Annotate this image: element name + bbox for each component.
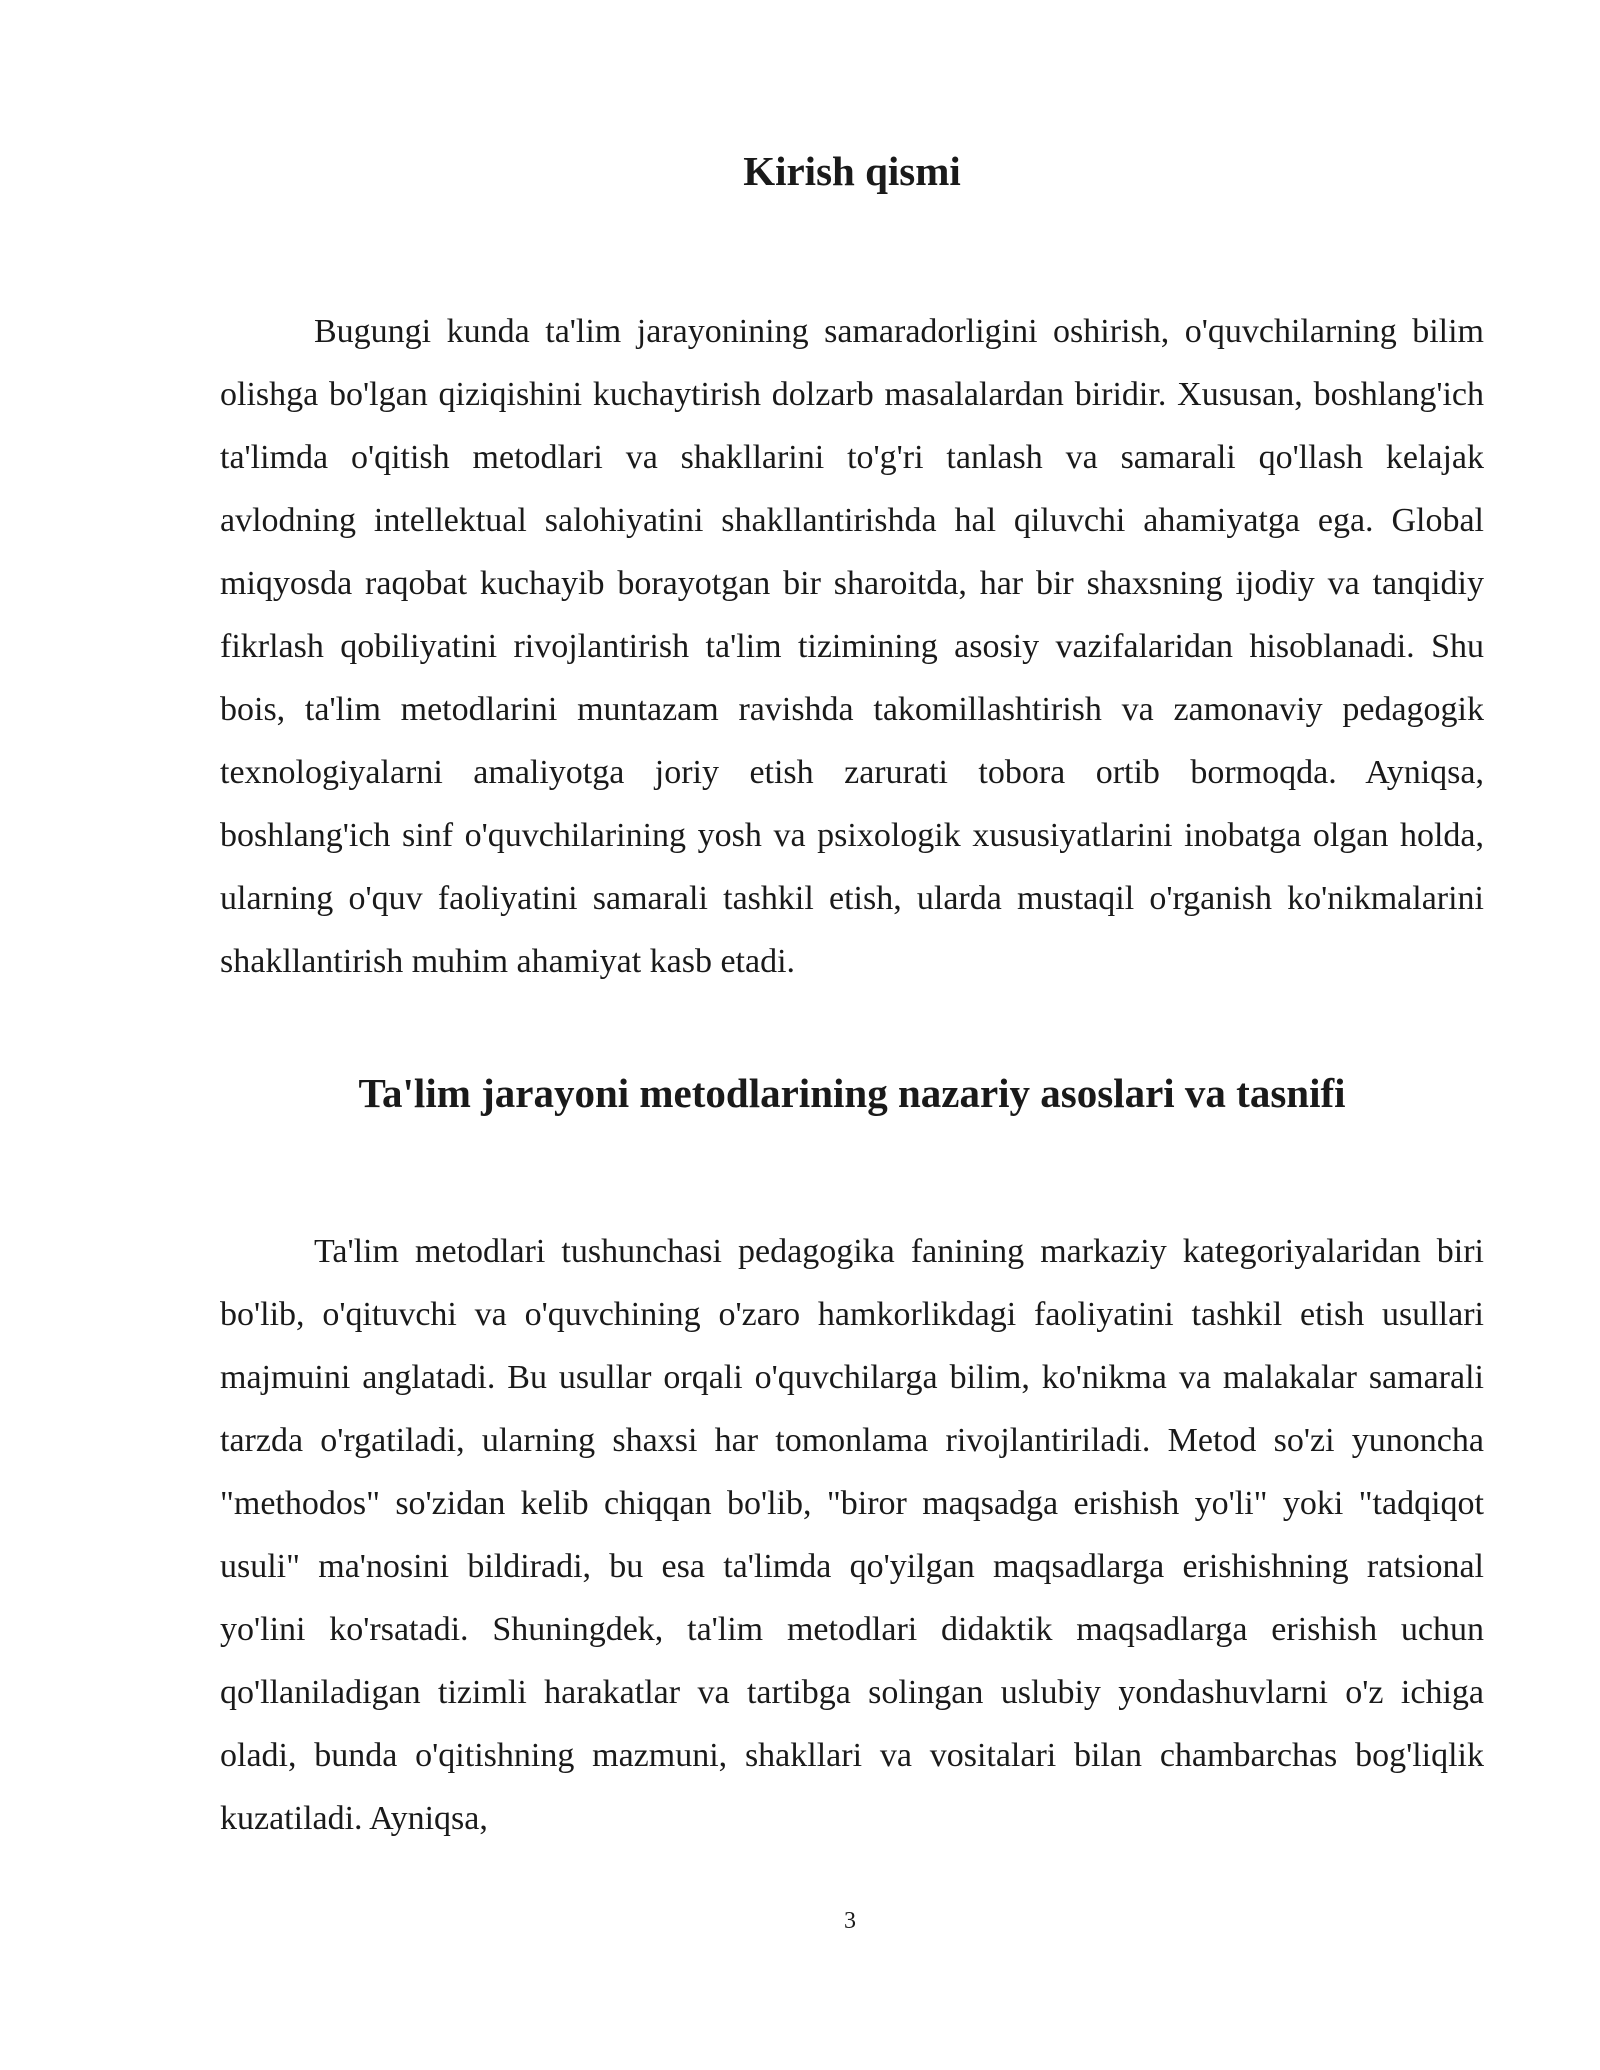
section-heading: Ta'lim jarayoni metodlarining nazariy asoslari va tasnifi xyxy=(358,1070,1346,1116)
section-paragraph: Ta'lim metodlari tushunchasi pedagogika fanining markaziy kategoriyalaridan biri bo'lib, o'qituvchi va o'quvchining o'zaro hamkorlikdagi faoliyatini tashkil etish usullari majmuini anglatadi. Bu usullar orqali o'quvchilarga bilim, ko'nikma va malakalar samarali tarzda o'rgatiladi, ularning shaxsi har tomonlama rivojlantiriladi. Metod so'zi yunoncha "methodos" so'zidan kelib chiqqan bo'lib, "biror maqsadga erishish yo'li" yoki "tadqiqot usuli" ma'nosini bildiradi, bu esa ta'limda qo'yilgan maqsadlarga erishishning ratsional yo'lini ko'rsatadi. Shuningdek, ta'lim metodlari didaktik maqsadlarga erishish uchun qo'llaniladigan tizimli harakatlar va tartibga solingan uslubiy yondashuvlarni o'z ichiga oladi, bunda o'qitishning mazmuni, shakllari va vositalari bilan chambarchas bog'liqlik kuzatiladi. Ayniqsa, xyxy=(220,1233,1484,1837)
intro-paragraph: Bugungi kunda ta'lim jarayonining samaradorligini oshirish, o'quvchilarning bilim olishga bo'lgan qiziqishini kuchaytirish dolzarb masalalardan biridir. Xususan, boshlang'ich ta'limda o'qitish metodlari va shakllarini to'g'ri tanlash va samarali qo'llash kelajak avlodning intellektual salohiyatini shakllantirishda hal qiluvchi ahamiyatga ega. Global miqyosda raqobat kuchayib borayotgan bir sharoitda, har bir shaxsning ijodiy va tanqidiy fikrlash qobiliyatini rivojlantirish ta'lim tizimining asosiy vazifalaridan hisoblanadi. Shu bois, ta'lim metodlarini muntazam ravishda takomillashtirish va zamonaviy pedagogik texnologiyalarni amaliyotga joriy etish zarurati tobora ortib bormoqda. Ayniqsa, boshlang'ich sinf o'quvchilarining yosh va psixologik xususiyatlarini inobatga olgan holda, ularning o'quv faoliyatini samarali tashkil etish, ularda mustaqil o'rganish ko'nikmalarini shakllantirish muhim ahamiyat kasb etadi. xyxy=(220,313,1484,980)
intro-heading: Kirish qismi xyxy=(743,148,961,194)
page-number: 3 xyxy=(844,1908,856,1934)
